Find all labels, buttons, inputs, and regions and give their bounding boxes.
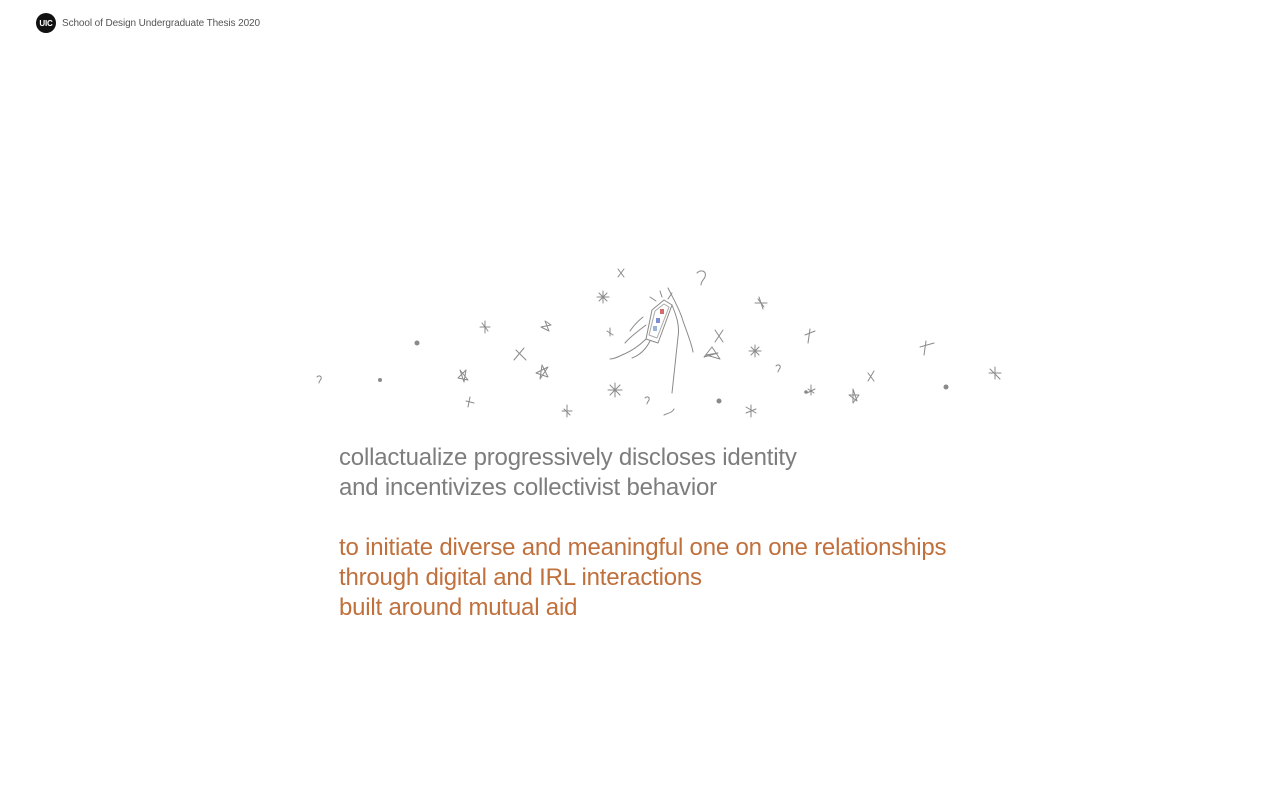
- hand-phone-icon: [610, 288, 693, 393]
- sparkle-stars-icon: [317, 269, 1001, 417]
- intro-line-1: collactualize progressively discloses identity: [339, 444, 797, 471]
- uic-logo[interactable]: UIC: [36, 13, 56, 33]
- header-title[interactable]: School of Design Undergraduate Thesis 2020: [62, 17, 260, 29]
- purpose-line-1: to initiate diverse and meaningful one on one relationships: [339, 534, 947, 561]
- thesis-statement: [339, 443, 1059, 623]
- site-header: [36, 13, 260, 33]
- hand-holding-phone-sketch-icon: [300, 255, 1020, 430]
- purpose-line-2: through digital and IRL interactions: [339, 564, 702, 591]
- purpose-line-3: built around mutual aid: [339, 594, 578, 621]
- intro-line-2: and incentivizes collectivist behavior: [339, 474, 717, 501]
- spacer: [339, 503, 1059, 533]
